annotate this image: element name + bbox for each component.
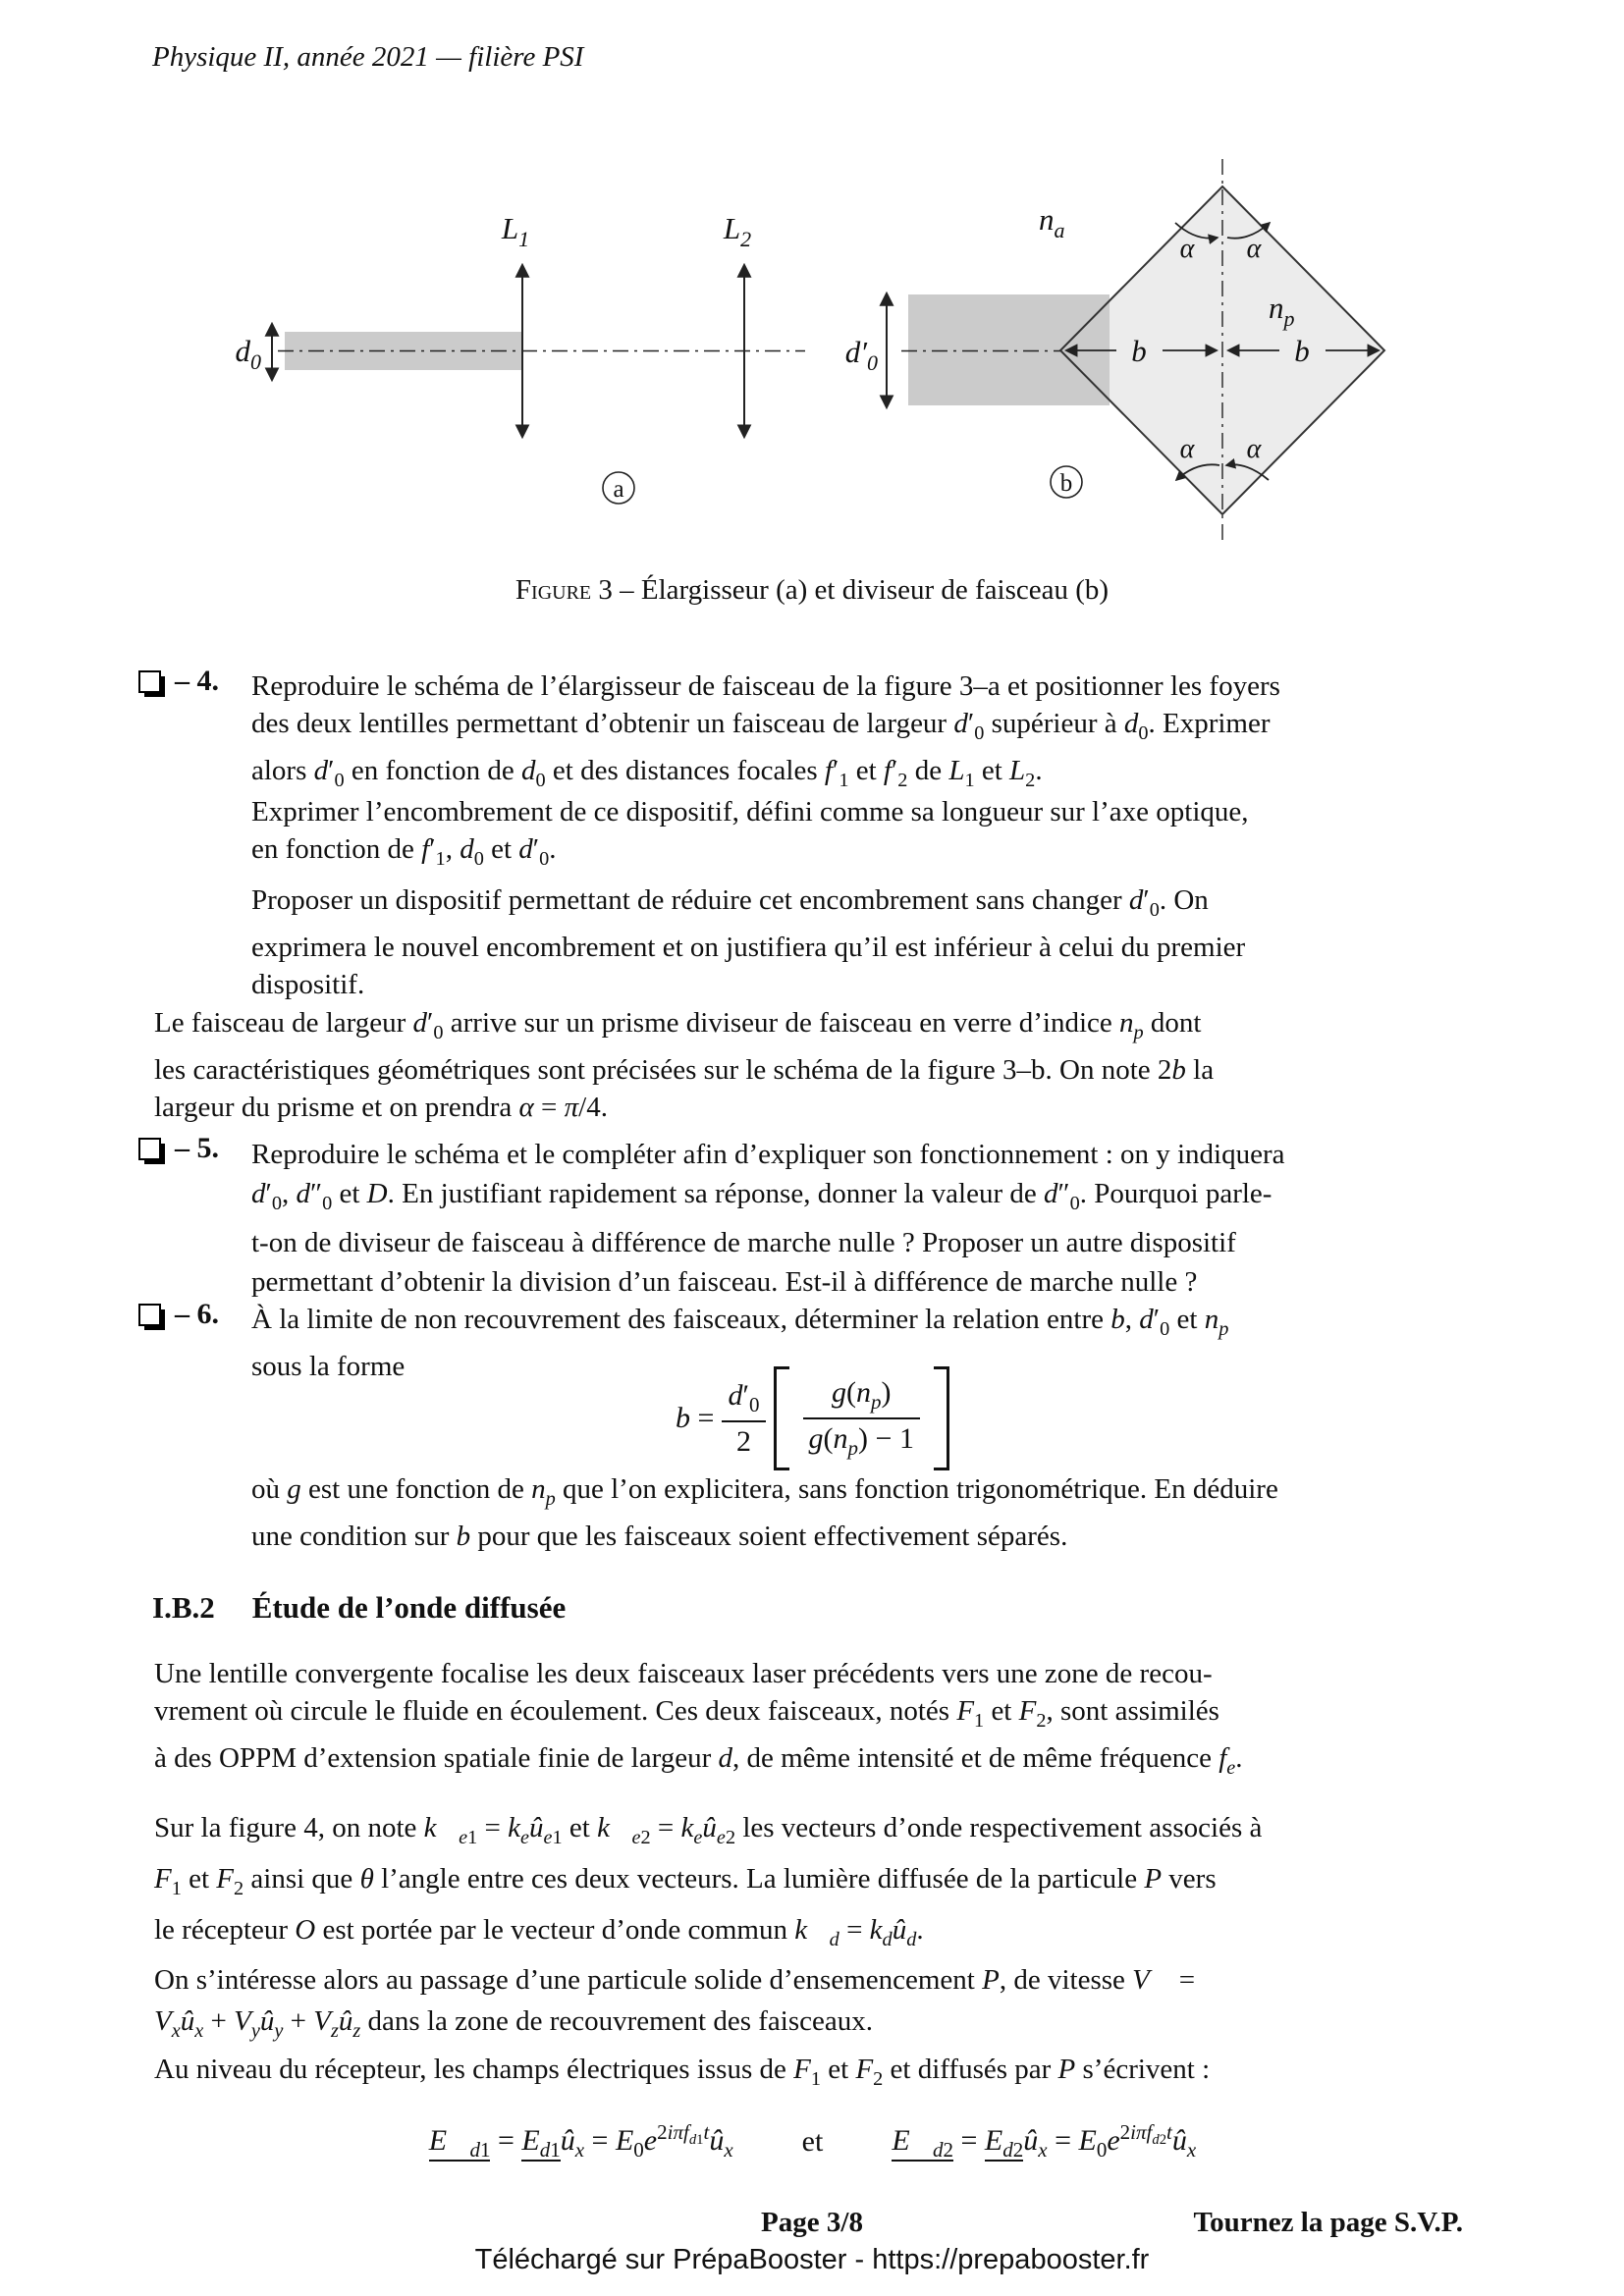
- page-header: Physique II, année 2021 — filière PSI: [152, 41, 584, 73]
- download-watermark: Téléchargé sur PrépaBooster - https://prepabooster.fr: [474, 2244, 1150, 2275]
- eq2-field2: $E⃗_{d2}$ = $E_{d2}û_x$ = $E_0e^{2i\pi f_{d2}t}û_x$: [892, 2120, 1197, 2162]
- np-label: $n_p$: [1269, 291, 1295, 331]
- eq1-lhs: b =: [676, 1402, 715, 1434]
- eq1-fraction: [722, 1379, 765, 1459]
- checkbox-icon: [138, 670, 161, 693]
- eq2-field1: $E⃗_{d1}$ = $E_{d1}û_x$ = $E_0e^{2i\pi f_{d1}t}û_x$: [428, 2120, 733, 2162]
- question4-para2: Exprimer l’encombrement de ce dispositif, défini comme sa longueur sur l’axe optique, en fonction de $f'_1$, $d_0$ et $d'_0$.: [251, 796, 1249, 870]
- figure3-caption-label: Figure 3: [514, 574, 613, 606]
- receiver-paragraph: Au niveau du récepteur, les champs électriques issus de $F_1$ et $F_2$ et diffusés par P s’écrivent :: [154, 2054, 1211, 2090]
- alpha-bottom-left-label: α: [1179, 434, 1195, 464]
- alpha-top-right-label: α: [1246, 234, 1262, 264]
- figure3-caption: [0, 574, 1624, 607]
- question4-number: – 4.: [175, 665, 219, 697]
- alpha-top-left-label: α: [1179, 234, 1195, 264]
- d0p-label: $d'_0$: [844, 335, 878, 375]
- eq1-inner-denominator: $g(n_p) - 1$: [808, 1422, 914, 1460]
- eq1-inner-fraction: [803, 1376, 920, 1461]
- prism-intro-paragraph: Le faisceau de largeur $d'_0$ arrive sur un prisme diviseur de faisceau en verre d’indice $n_p$ dont les caractéristiques géométriques sont précisées sur le schéma de la figure 3–b. On note 2b la largeur du prisme et on prendra α = π/4.: [154, 1007, 1215, 1123]
- lens-L2-label: $L_2$: [723, 211, 752, 251]
- lens-L1-label: $L_1$: [501, 211, 530, 251]
- question4-marker: [138, 665, 219, 698]
- checkbox-icon: [138, 1304, 161, 1326]
- equation-diffused-fields: [152, 2120, 1473, 2163]
- left-bracket: [774, 1366, 789, 1470]
- question6-marker: [138, 1298, 219, 1331]
- eq1-denominator: 2: [736, 1424, 751, 1458]
- lens-paragraph: Une lentille convergente focalise les deux faisceaux laser précédents vers une zone de recou- vrement où circule le fluide en écoulement. Ces deux faisceaux, notés $F_1$ et $F_2$, sont assimilés à des OPPM d’extension spatiale finie de largeur d, de même intensité et de même fréquence $f_e$.: [154, 1658, 1243, 1779]
- figure3-diagram: [0, 0, 1624, 569]
- figure4-paragraph: Sur la figure 4, on note $k⃗_{e1}$ = $k_eû_{e1}$ et $k⃗_{e2}$ = $k_eû_{e2}$ les vecteurs d’onde respectivement associés à $F_1$ et $F_2$ ainsi que θ l’angle entre ces deux vecteurs. La lumière diffusée de la particule P vers le récepteur O est portée par le vecteur d’onde commun $k⃗_d$ = $k_dû_d$. On s’intéresse alors au passage d’une particule solide d’ensemencement P, de vitesse V⃗ = $V_xû_x$ + $V_yû_y$ + $V_zû_z$ dans la zone de recouvrement des faisceaux.: [154, 1812, 1263, 2043]
- question6-number: – 6.: [175, 1298, 219, 1330]
- b-right-label: b: [1294, 334, 1310, 368]
- question6-para2: où g est une fonction de $n_p$ que l’on explicitera, sans fonction trigonométrique. En déduire une condition sur b pour que les faisceaux soient effectivement séparés.: [251, 1473, 1278, 1552]
- tag-b-label: b: [1059, 470, 1073, 497]
- section-heading: [152, 1590, 566, 1626]
- checkbox-icon: [138, 1138, 161, 1160]
- tag-a-label: a: [613, 476, 624, 503]
- question5-marker: [138, 1132, 219, 1165]
- turn-page-notice: Tournez la page S.V.P.: [1193, 2207, 1463, 2238]
- question4-para1: Reproduire le schéma de l’élargisseur de faisceau de la figure 3–a et positionner les foyers des deux lentilles permettant d’obtenir un faisceau de largeur $d'_0$ supérieur à $d_0$. Exprimer alors $d'_0$ en fonction de $d_0$ et des distances focales $f'_1$ et $f'_2$ de $L_1$ et $L_2$.: [251, 670, 1280, 791]
- section-number: I.B.2: [152, 1590, 215, 1625]
- eq1-numerator: $d'_0$: [722, 1379, 765, 1422]
- na-label: $n_a$: [1039, 202, 1065, 242]
- question6-para1: À la limite de non recouvrement des faisceaux, déterminer la relation entre b, $d'_0$ et $n_p$ sous la forme: [251, 1304, 1229, 1382]
- figure3-caption-text: – Élargisseur (a) et diviseur de faisceau (b): [620, 574, 1110, 606]
- page-number: Page 3/8: [761, 2207, 863, 2238]
- question5-number: – 5.: [175, 1132, 219, 1164]
- question4-para3: Proposer un dispositif permettant de réduire cet encombrement sans changer $d'_0$. On exprimera le nouvel encombrement et on justifiera qu’il est inférieur à celui du premier dispositif.: [251, 884, 1246, 1000]
- right-bracket: [934, 1366, 949, 1470]
- equation-b-relation: [152, 1366, 1473, 1470]
- b-left-label: b: [1131, 334, 1147, 368]
- eq2-conjunction: et: [801, 2124, 824, 2158]
- question5-para1: Reproduire le schéma et le compléter afin d’expliquer son fonctionnement : on y indiquera $d'_0$, $d''_0$ et D. En justifiant rapidement sa réponse, donner la valeur de $d''_0$. Pourquoi parle- t-on de diviseur de faisceau à différence de marche nulle ? Proposer un autre dispositif permettant d’obtenir la division d’un faisceau. Est-il à différence de marche nulle ?: [251, 1139, 1285, 1298]
- eq1-inner-numerator: $g(n_p)$: [803, 1376, 920, 1419]
- d0-label: $d_0$: [235, 334, 261, 374]
- alpha-bottom-right-label: α: [1246, 434, 1262, 464]
- section-title: Étude de l’onde diffusée: [251, 1590, 567, 1625]
